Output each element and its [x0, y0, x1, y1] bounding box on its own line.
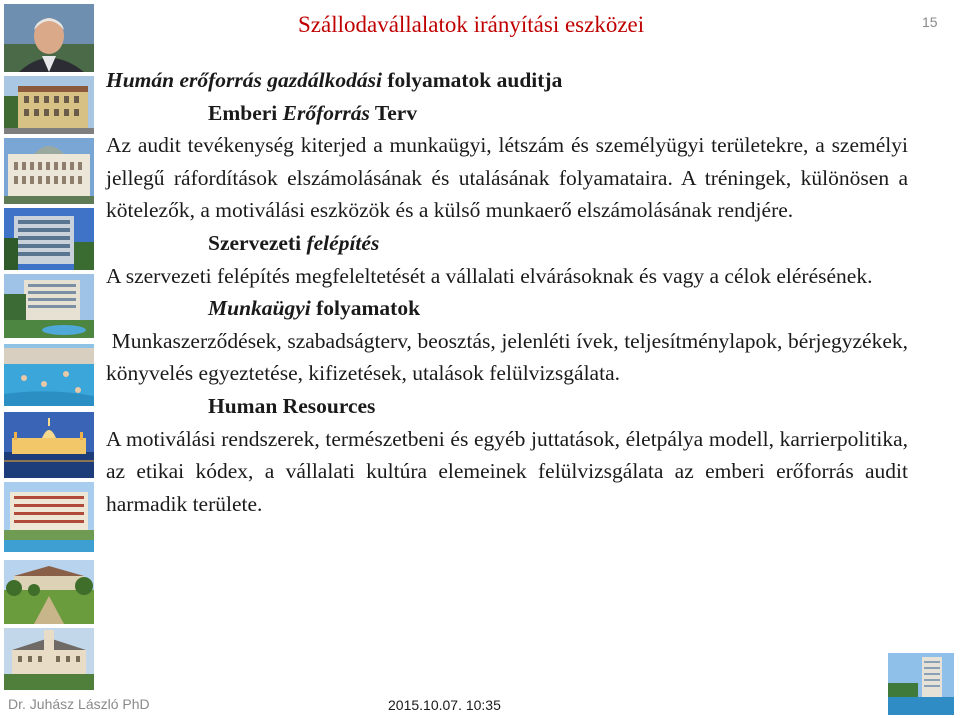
paragraph-audit-scope: Az audit tevékenység kiterjed a munkaügyi, létszám és személyügyi területekre, a személyi jellegű ráfordítások elszámolásának és utalásának folyamataira. A tréningek, különösen a kötelezők, a motiválási eszközök és a külső munkaerő elszámolásának rendjére.	[106, 133, 908, 223]
heading-human-resources-text: Human Resources	[208, 393, 376, 418]
sidebar-photo-strip	[0, 0, 100, 690]
portrait-photo	[4, 4, 94, 72]
heading-hr-audit-italic: Humán erőforrás gazdálkodási	[106, 68, 382, 92]
parliament-night-photo	[4, 412, 94, 478]
seaside-tower-photo	[888, 653, 954, 715]
castle-photo	[4, 628, 94, 690]
slide-body	[106, 64, 914, 520]
footer-datetime: 2015.10.07. 10:35	[388, 697, 501, 713]
heading-human-resources	[106, 390, 908, 423]
heading-org-structure-part1: Szervezeti	[208, 230, 307, 255]
heading-labor-processes-rest: folyamatok	[310, 296, 421, 321]
heading-org-structure-italic: felépítés	[306, 230, 380, 255]
heading-hr-plan-part1: Emberi	[208, 100, 283, 125]
grand-hotel-photo	[4, 138, 94, 204]
heading-labor-processes-italic: Munkaügyi	[208, 296, 311, 321]
heading-hr-plan-italic: Erőforrás	[282, 100, 370, 125]
slide-title: Szállodavállalatok irányítási eszközei	[298, 12, 645, 37]
heading-hr-plan-part3: Terv	[369, 100, 418, 125]
paragraph-human-resources: A motiválási rendszerek, természetbeni és egyéb juttatások, életpálya modell, karrierpolitika, az etikai kódex, a vállalati kultúra elemeinek felülvizsgálata az emberi erőforrás audit harmadik területe.	[106, 426, 908, 516]
resort-pool-photo	[4, 274, 94, 338]
heading-org-structure	[106, 227, 908, 260]
heading-labor-processes	[106, 292, 908, 325]
spa-pool-photo	[4, 344, 94, 406]
heading-hr-plan	[106, 97, 908, 130]
beach-hotel-photo	[4, 482, 94, 552]
paragraph-labor-processes: Munkaszerződések, szabadságterv, beosztás, jelenléti ívek, teljesítménylapok, bérjegyzékek, könyvelés egyeztetése, kifizetések, utalások felülvizsgálata.	[106, 328, 914, 386]
modern-hotel-photo	[4, 208, 94, 270]
heading-hr-audit	[106, 64, 908, 97]
page-number: 15	[922, 14, 938, 30]
manor-garden-photo	[4, 560, 94, 624]
paragraph-org-structure: A szervezeti felépítés megfeleltetését a vállalati elvárásoknak és vagy a célok elérésének.	[106, 263, 873, 288]
heading-hr-audit-rest: folyamatok auditja	[381, 68, 563, 92]
footer-author: Dr. Juhász László PhD	[8, 696, 150, 712]
palace-hotel-photo	[4, 76, 94, 134]
